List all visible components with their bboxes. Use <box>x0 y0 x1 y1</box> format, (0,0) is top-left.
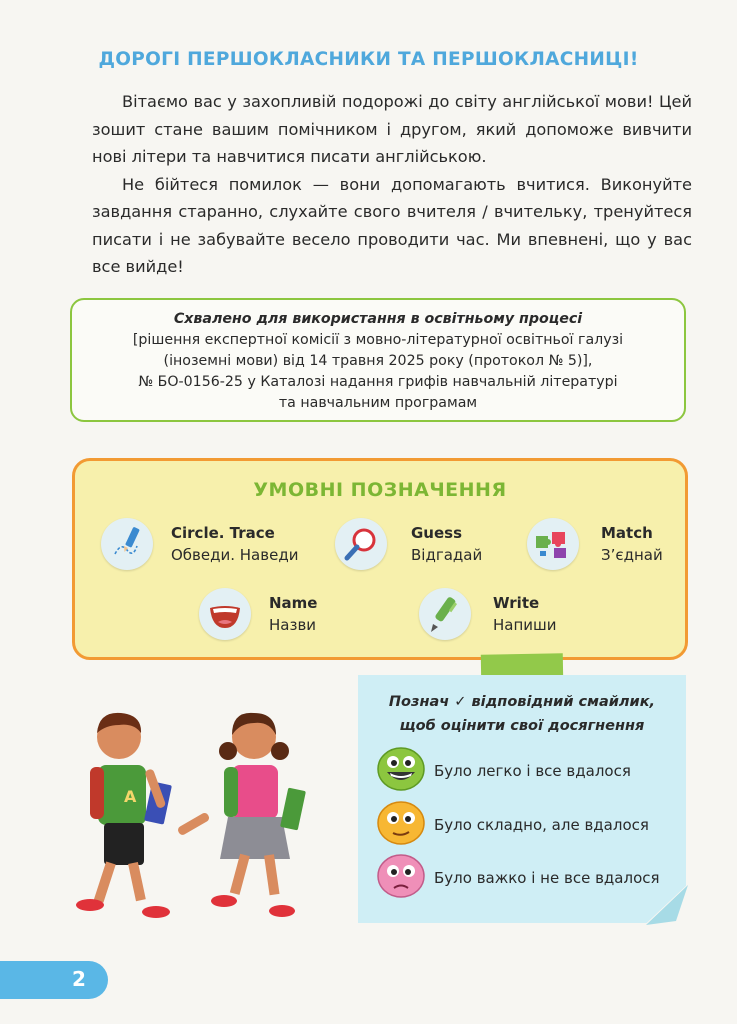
smiley-label: Було складно, але вдалося <box>434 816 649 834</box>
legend-en-label: Name <box>269 594 318 612</box>
smiley-label: Було важко і не все вдалося <box>434 869 660 887</box>
approval-heading: Схвалено для використання в освітньому процесі <box>173 311 583 327</box>
approval-line: № БО-0156-25 у Каталозі надання грифів навчальній літературі <box>138 374 618 390</box>
legend-ua-label: Відгадай <box>411 546 483 564</box>
legend-en-label: Match <box>601 524 653 542</box>
legend-ua-label: Напиши <box>493 616 557 634</box>
legend-en-label: Guess <box>411 524 463 542</box>
legend-title: УМОВНІ ПОЗНАЧЕННЯ <box>253 479 507 501</box>
page-number: 2 <box>72 967 86 991</box>
kids-illustration <box>64 705 334 923</box>
pen-icon <box>419 588 471 640</box>
green-smiley-icon[interactable] <box>376 746 426 792</box>
pencil-trace-icon <box>101 518 153 570</box>
legend-ua-label: Обведи. Наведи <box>171 546 299 564</box>
self-assessment-heading-line: Познач ✓ відповідний смайлик, <box>388 694 656 710</box>
page-fold-corner <box>646 885 688 925</box>
smiley-label: Було легко і все вдалося <box>434 762 631 780</box>
approval-line: (іноземні мови) від 14 травня 2025 року (протокол № 5)], <box>163 353 593 369</box>
mouth-icon <box>199 588 251 640</box>
self-assessment-heading <box>358 690 686 738</box>
self-assessment-heading-line: щоб оцінити свої досягнення <box>399 718 645 734</box>
backpack-letter: A <box>124 787 137 806</box>
legend-en-label: Circle. Trace <box>171 524 275 542</box>
intro-text <box>92 88 692 281</box>
intro-paragraph-1: Вітаємо вас у захопливій подорожі до світу англійської мови! Цей зошит стане вашим помічником і другом, який допоможе вивчити нові літери та навчитися писати англійською. <box>92 92 692 166</box>
legend-en-label: Write <box>493 594 540 612</box>
page-title: ДОРОГІ ПЕРШОКЛАСНИКИ ТА ПЕРШОКЛАСНИЦІ! <box>98 49 639 70</box>
girl-figure <box>177 713 306 917</box>
intro-paragraph-2: Не бійтеся помилок — вони допомагають вчитися. Виконуйте завдання старанно, слухайте свого вчителя / вчительку, тренуйтеся писати і не забувайте весело проводити час. Ми впевнені, що у вас все вийде! <box>92 174 692 276</box>
magnifier-icon <box>335 518 387 570</box>
yellow-smiley-icon[interactable] <box>376 800 426 846</box>
boy-figure <box>76 713 172 918</box>
legend-box <box>72 458 688 660</box>
approval-line: [рішення експертної комісії з мовно-літературної освітньої галузі <box>132 332 624 348</box>
approval-line: та навчальним програмам <box>278 395 478 411</box>
legend-ua-label: Назви <box>269 616 317 634</box>
legend-ua-label: З’єднай <box>601 546 663 564</box>
pink-smiley-icon[interactable] <box>376 853 426 899</box>
approval-box <box>70 298 686 422</box>
puzzle-icon <box>527 518 579 570</box>
page-number-tab <box>0 961 108 999</box>
